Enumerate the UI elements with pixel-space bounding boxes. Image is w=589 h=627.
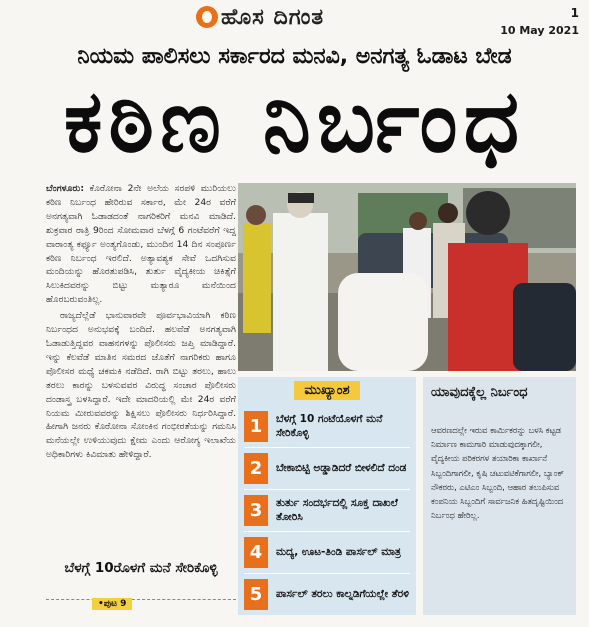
restrictions-sidebar [423,377,576,615]
article-body [46,182,236,464]
article-paragraph: ರಾಜ್ಯದೆಲ್ಲೆಡೆ ಭಾನುವಾರವೇ ಪೂರ್ವಭಾವಿಯಾಗಿ ಕಠಿಣ ನಿರ್ಬಂಧದ ಅನುಭವಕ್ಕೆ ಬಂದಿದೆ. ಹಲವೆಡೆ ಅನಗತ್ಯವಾಗಿ ಓಡಾಡುತ್ತಿದ್ದವರ ವಾಹನಗಳನ್ನು ಪೊಲೀಸರು ಜಪ್ತಿ ಮಾಡಿದ್ದಾರೆ. ಇನ್ನು ಕೆಲವೆಡೆ ಮಾತಿನ ಸಮರದ ಜೊತೆಗೆ ನಾಗರಿಕರು ಹಾಗೂ ಪೊಲೀಸರ ಮಧ್ಯೆ ಚಕಮಕಿ ನಡೆದಿದೆ. ರಾಗಿ ಬಿಟ್ಟು ತರಲು, ಹಾಲು ತರಲು ಕಾರನ್ನು ಬಳಸುವವರ ವಿರುದ್ಧ ಸಂಚಾರ ಪೊಲೀಸರು ದಂಡಾಸ್ತ್ರ ಬಳಸಿದ್ದಾರೆ. ಇದೇ ಮಾದರಿಯಲ್ಲಿ ಮೇ 24ರ ವರೆಗೆ ನಿಯಮ ಮೀರುವವರನ್ನು ಶಿಕ್ಷಿಸಲು ಪೊಲೀಸರು ನಿರ್ಧರಿಸಿದ್ದಾರೆ. ಹೀಗಾಗಿ ಜನರು ಕೊರೋನಾ ಸೋಂಕಿನ ಗಂಭೀರತೆಯನ್ನು ಗಮನಿಸಿ ಮನೆಯಲ್ಲೇ ಉಳಿಯುವುದು ಕ್ಷೇಮ ಎಂದು ಆರೋಗ್ಯ ಇಲಾಖೆಯ ಅಧಿಕಾರಿಗಳು ಕಿವಿಮಾತು ಹೇಳಿದ್ದಾರೆ. [46,310,236,461]
highlight-divider [244,531,410,532]
highlight-item [244,533,410,571]
dateline: ಬೆಂಗಳೂರು: [46,183,84,194]
page-number: 1 [570,6,579,20]
continued-page-link[interactable]: •ಪುಟ 9 [92,598,132,610]
highlight-text: ಮದ್ಯ, ಊಟ-ತಿಂಡಿ ಪಾರ್ಸಲ್ ಮಾತ್ರ [276,546,401,558]
paragraph-text: ಕೊರೋನಾ 2ನೇ ಅಲೆಯ ಸರಪಳಿ ಮುರಿಯಲು ಕಠಿಣ ನಿರ್ಬಂಧ ಹೇರಿರುವ ಸರ್ಕಾರ, ಮೇ 24ರ ವರೆಗೆ ಅನಗತ್ಯವಾಗಿ ಓಡಾಡದಂತೆ ನಾಗರಿಕರಿಗೆ ಮನವಿ ಮಾಡಿದೆ. ಶುಕ್ರವಾರ ರಾತ್ರಿ 9ರಿಂದ ಸೋಮವಾರ ಬೆಳಗ್ಗೆ 6 ಗಂಟೆವರೆಗೆ ಇದ್ದ ವಾರಾಂತ್ಯ ಕರ್ಫ್ಯೂ ಅಂತ್ಯಗೊಂಡು, ಮುಂದಿನ 14 ದಿನ ಸಂಪೂರ್ಣ ಕಠಿಣ ನಿರ್ಬಂಧ ಇರಲಿದೆ. ಅತ್ಯಾವಶ್ಯಕ ಸೇವೆ ಒದಗಿಸುವ ಮಂದಿಯನ್ನು ಹೊರತುಪಡಿಸಿ, ತುರ್ತು ವೈದ್ಯಕೀಯ ಚಿಕಿತ್ಸೆಗೆ ಸಿಲುಕಿದವರನ್ನು ಬಿಟ್ಟು ಮತ್ಯಾರೂ ಮನೆಯಿಂದ ಹೊರಬರುವಂತಿಲ್ಲ. [46,183,236,306]
main-headline: ಕಠಿಣ ನಿರ್ಬಂಧ [63,71,526,172]
highlight-item [244,407,410,445]
photo-illustration [238,183,576,371]
highlight-divider [244,447,410,448]
sidebar-title: ಯಾವುದಕ್ಕೆಲ್ಲ ನಿರ್ಬಂಧ [431,385,528,400]
highlight-text: ತುರ್ತು ಸಂದರ್ಭದಲ್ಲಿ ಸೂಕ್ತ ದಾಖಲೆ ತೋರಿಸಿ [276,497,398,523]
highlight-text: ಬೇಕಾಬಿಟ್ಟಿ ಅಡ್ಡಾಡಿದರೆ ಬೀಳಲಿದೆ ದಂಡ [276,462,407,474]
jump-headline: ಬೆಳಗ್ಗೆ 10ರೊಳಗೆ ಮನೆ ಸೇರಿಕೊಳ್ಳಿ [64,560,218,576]
sidebar-body: ಆವರಣದಲ್ಲೇ ಇರುವ ಕಾರ್ಮಿಕರನ್ನು ಬಳಸಿ ಕಟ್ಟಡ ನಿರ್ಮಾಣ ಕಾಮಗಾರಿ ಮಾಡುವುದಕ್ಕಾಗಲೀ, ವೈದ್ಯಕೀಯ ಪರಿಕರಗಳ ತಯಾರಿಕಾ ಕಾರ್ಖಾನೆ ಸಿಬ್ಬಂದಿಗಾಗಲೀ, ಕೃಷಿ ಚಟುವಟಿಕೆಗಾಗಲೀ, ಬ್ಯಾಂಕ್ ನೌಕರರು, ಎಟಿಎಂ ಸಿಬ್ಬಂದಿ, ಆಹಾರ ತಲುಪಿಸುವ ಕಂಪನಿಯ ಸಿಬ್ಬಂದಿಗೆ ಸಾರ್ವಜನಿಕ ಹಿತದೃಷ್ಟಿಯಿಂದ ನಿರ್ಬಂಧ ಹೇರಿಲ್ಲ. [431,425,564,521]
highlight-number: 2 [244,453,268,484]
highlight-number: 1 [244,411,268,442]
edition-date: 10 May 2021 [500,24,579,37]
highlight-divider [244,489,410,490]
logo-text: ಹೊಸ ದಿಗಂತ [221,4,325,30]
highlight-number: 3 [244,495,268,526]
highlight-number: 5 [244,579,268,610]
highlight-item [244,449,410,487]
highlight-text: ಪಾರ್ಸಲ್ ತರಲು ಕಾಲ್ನಡಿಗೆಯಲ್ಲೇ ತೆರಳಿ [276,588,409,600]
kicker-headline: ನಿಯಮ ಪಾಲಿಸಲು ಸರ್ಕಾರದ ಮನವಿ, ಅನಗತ್ಯ ಓಡಾಟ ಬೇಡ [77,44,512,69]
highlight-text: ಬೆಳಗ್ಗೆ 10 ಗಂಟೆಯೊಳಗೆ ಮನೆ ಸೇರಿಕೊಳ್ಳಿ [276,413,383,439]
jump-divider [46,599,236,600]
logo-sun-icon [196,6,218,28]
highlights-title: ಮುಖ್ಯಾಂಶ [294,381,359,400]
highlight-number: 4 [244,537,268,568]
article-paragraph [46,182,236,307]
highlight-item [244,575,410,613]
highlights-box [238,377,416,615]
news-photo [238,183,576,371]
highlight-divider [244,573,410,574]
masthead [0,0,589,40]
highlight-item [244,491,410,529]
newspaper-logo [196,3,324,31]
